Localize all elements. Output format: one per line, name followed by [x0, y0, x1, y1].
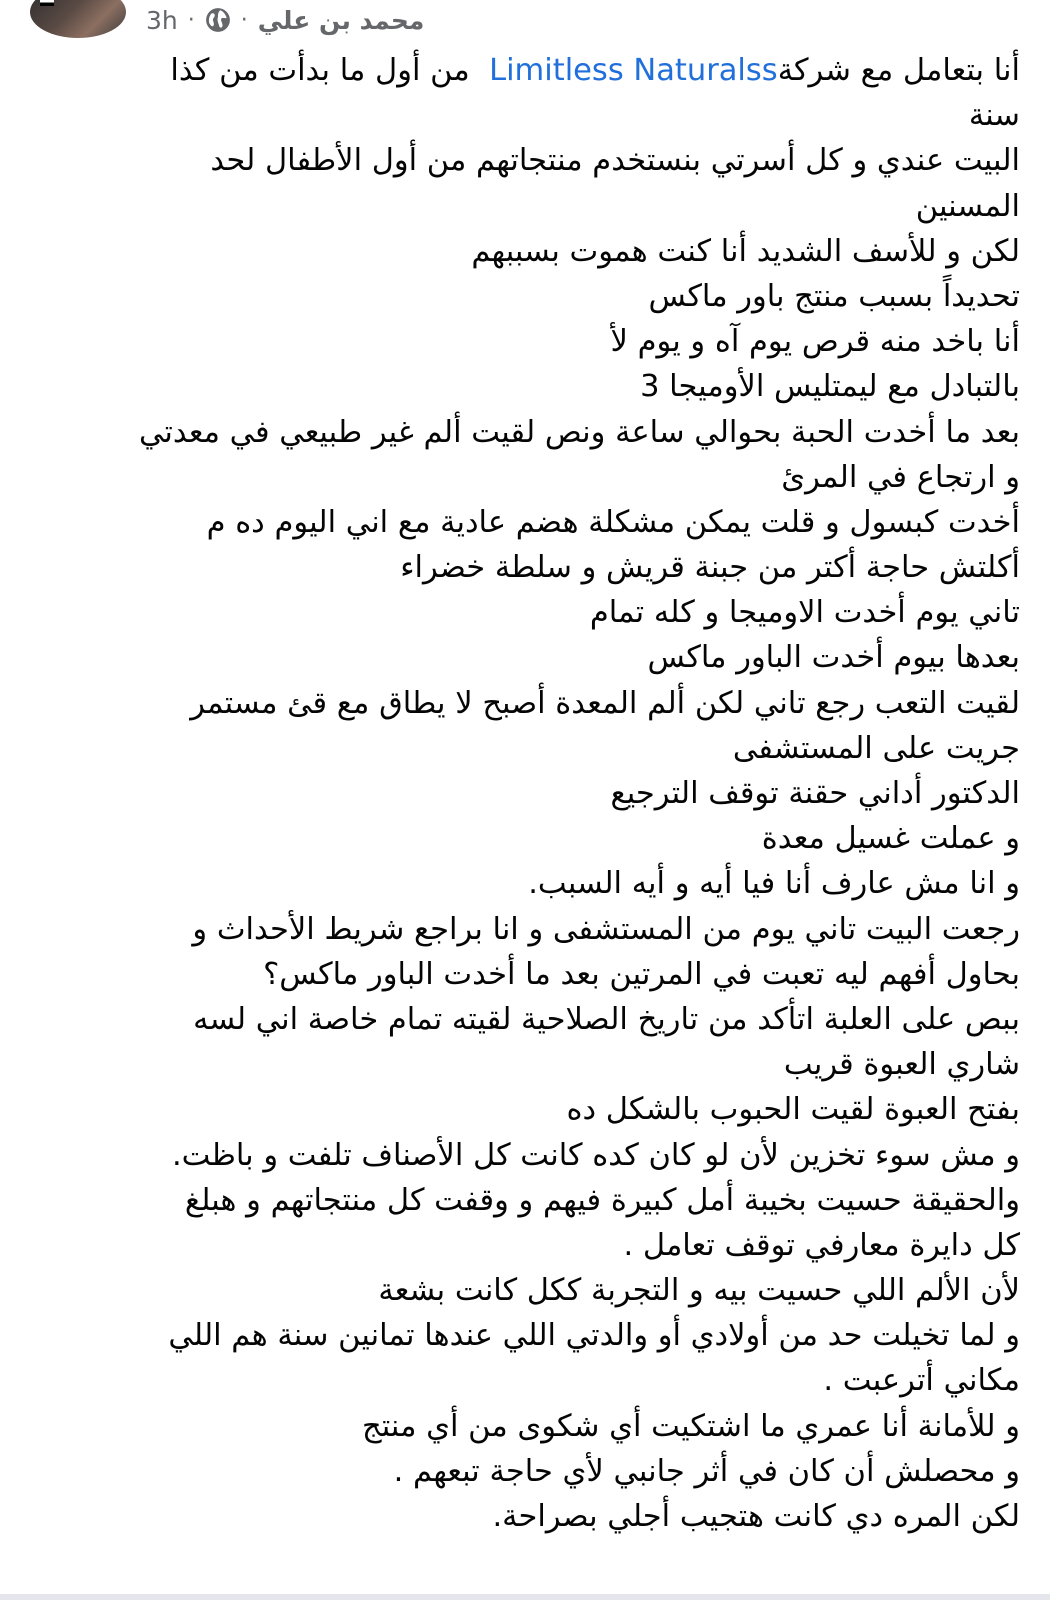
company-link[interactable]: Limitless Naturalss	[489, 53, 778, 88]
post-line: و لما تخيلت حد من أولادي أو والدتي اللي عندها تمانين سنة هم اللي	[168, 1318, 1020, 1354]
post-line: أنا باخد منه قرص يوم آه و يوم لأ	[610, 324, 1020, 360]
post-line: أخدت كبسول و قلت يمكن مشكلة هضم عادية مع اني اليوم ده م	[206, 504, 1020, 540]
post-line: والحقيقة حسيت بخيبة أمل كبيرة فيهم و وقفت كل منتجاتهم و هبلغ	[184, 1182, 1020, 1218]
post-line: لكن و للأسف الشديد أنا كنت هموت بسببهم	[471, 233, 1020, 269]
post-line: سنة	[968, 98, 1020, 134]
post-line: لقيت التعب رجع تاني لكن ألم المعدة أصبح لا يطاق مع قئ مستمر	[190, 685, 1020, 721]
post-line: تحديداً بسبب منتج باور ماكس	[648, 278, 1020, 314]
post-line	[30, 48, 1020, 93]
post-line: و عملت غسيل معدة	[761, 821, 1020, 857]
post-line: لأن الألم اللي حسيت بيه و التجربة ككل كانت بشعة	[378, 1273, 1020, 1309]
post-line: و للأمانة أنا عمري ما اشتكيت أي شكوى من أي منتج	[362, 1408, 1020, 1444]
bottom-divider	[0, 1594, 1050, 1600]
post-lines	[30, 93, 1020, 1539]
post-line: و ارتجاع في المرئ	[781, 459, 1020, 495]
post-line: بفتح العبوة لقيت الحبوب بالشكل ده	[566, 1092, 1020, 1128]
post-meta	[146, 2, 424, 38]
post-line: الدكتور أداني حقنة توقف الترجيع	[610, 776, 1020, 811]
post-line: كل دايرة معارفي توقف تعامل .	[623, 1227, 1020, 1263]
post-line: لكن المره دي كانت هتجيب أجلي بصراحة.	[492, 1499, 1020, 1534]
post-line: جريت على المستشفى	[732, 730, 1020, 766]
post-line: بعدها بيوم أخدت الباور ماكس	[647, 640, 1020, 676]
post-line: و محصلش أن كان في أثر جانبي لأي حاجة تبعهم .	[393, 1453, 1020, 1489]
post-text: أنا بتعامل مع شركة	[777, 53, 1020, 88]
post-line: أكلتش حاجة أكتر من جبنة قريش و سلطة خضراء	[400, 550, 1020, 586]
post-line: مكاني أترعبت .	[823, 1363, 1020, 1399]
separator: ·	[240, 7, 248, 33]
post-line: بالتبادل مع ليمتليس الأوميجا 3	[640, 369, 1020, 405]
post-line: البيت عندي و كل أسرتي بنستخدم منتجاتهم من أول الأطفال لحد	[210, 143, 1020, 179]
globe-icon[interactable]	[205, 7, 231, 33]
author-name[interactable]: محمد بن علي	[257, 5, 425, 35]
post-line: شاري العبوة قريب	[783, 1047, 1020, 1083]
post-line: المسنين	[915, 188, 1020, 224]
post-body	[30, 48, 1020, 1539]
post-line: رجعت البيت تاني يوم من المستشفى و انا براجع شريط الأحداث و	[192, 911, 1020, 947]
post-line: تاني يوم أخدت الاوميجا و كله تمام	[589, 595, 1020, 631]
post-line: ببص على العلبة اتأكد من تاريخ الصلاحية لقيته تمام خاصة اني لسه	[193, 1001, 1020, 1037]
avatar[interactable]	[30, 0, 126, 38]
post-line: و انا مش عارف أنا فيا أيه و أيه السبب.	[528, 866, 1020, 902]
post-header	[0, 0, 1050, 46]
post-time[interactable]: 3h	[146, 5, 178, 35]
separator: ·	[187, 7, 195, 33]
post-line: و مش سوء تخزين لأن لو كان كده كانت كل الأصناف تلفت و باظت.	[171, 1137, 1020, 1173]
post-text: من أول ما بدأت من كذا	[170, 53, 490, 88]
post-line: بحاول أفهم ليه تعبت في المرتين بعد ما أخدت الباور ماكس؟	[263, 956, 1020, 992]
flag-icon	[40, 0, 54, 6]
post-line: بعد ما أخدت الحبة بحوالي ساعة ونص لقيت ألم غير طبيعي في معدتي	[138, 414, 1020, 450]
